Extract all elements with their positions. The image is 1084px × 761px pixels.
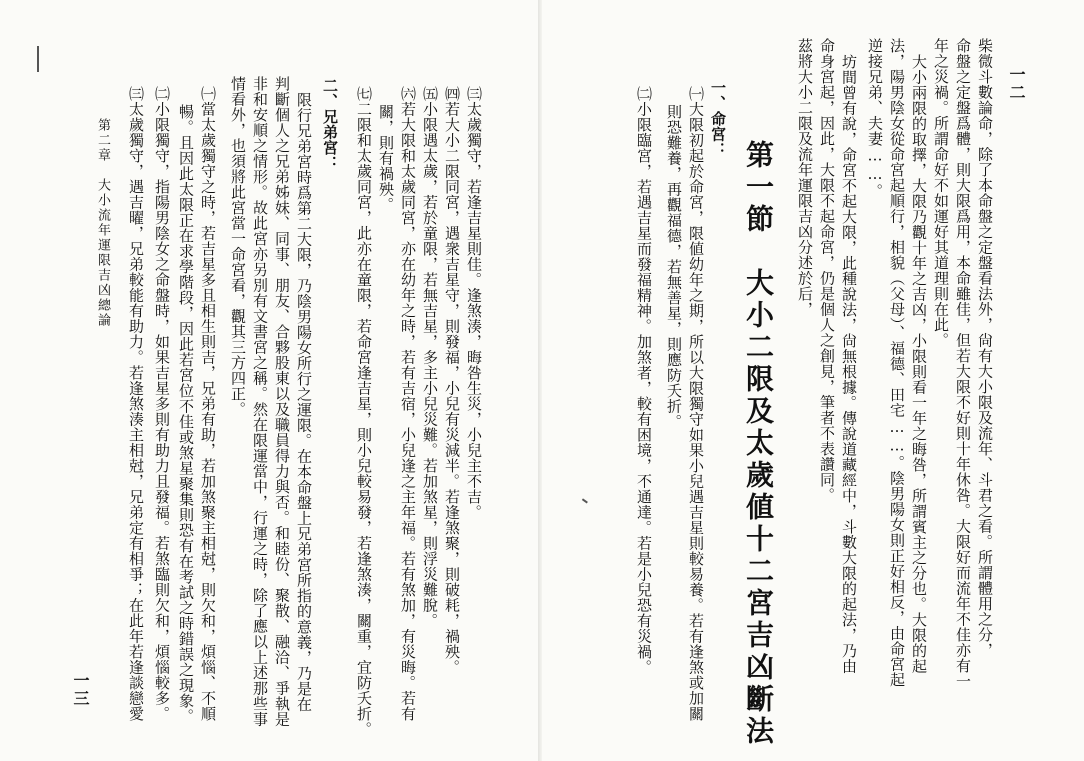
paragraph-line: 坊間曾有說，命宮不起大限，此種說法，尙無根據。傳說道藏經中，斗數大限的起法，乃由 (840, 54, 858, 674)
list-item: ㈦二限和太歲同宮，此亦在童限，若命宮逢吉星，則小兒較易發，若逢煞湊，關重，宜防夭折。 (355, 86, 373, 737)
paragraph-line: 命身宮起，因此，大限不起命宮，仍是個人之創見，筆者不表讚同。 (818, 38, 836, 503)
scan-mark (582, 498, 588, 503)
paragraph-line: 限行兄弟宮時爲第二大限，乃陰男陽女所行之運限。在本命盤上兄弟宮所指的意義，乃是在 (295, 92, 313, 712)
list-item: 則恐難養，再觀福德，若無善星，則應防夭折。 (665, 104, 683, 430)
list-item: ㈢太歲獨守，若逢吉星則佳。逢煞湊，晦咎生災，小兒主不吉。 (465, 86, 483, 520)
list-item: ㈢太歲獨守，遇吉曜，兄弟較能有助力。若逢煞湊主相尅，兄弟定有相爭；在此年若逢談戀愛 (127, 86, 145, 722)
heading: 二、兄弟宮： (321, 78, 339, 171)
paragraph-line: 柴微斗數論命，除了本命盤之定盤看法外，尙有大小限及流年、斗君之看。所謂體用之分， (976, 38, 994, 658)
paragraph-line: 命盤之定盤爲體，則大限爲用，本命雖佳，但若大限不好則十年休咎。大限好而流年不佳亦有一 (954, 38, 972, 689)
right-page (542, 0, 1084, 761)
list-item: ㈡小限獨守，指陽男陰女之命盤時，如果吉星多則有助力且發福。若煞臨則欠和，煩惱較多。 (153, 86, 171, 722)
list-item: ㈡小限臨宮，若遇吉星而發福精神。加煞者，較有困境，不通達。若是小兒恐有災禍。 (635, 86, 653, 675)
list-item: 關，則有禍殃。 (377, 104, 395, 213)
list-item: ㈠當太歲獨守之時，若吉星多且相生則吉，兄弟有助，若加煞聚主相尅，則欠和，煩惱、不順 (199, 86, 217, 722)
paragraph-line: 非和安順之情形。故此宮亦另別有文書宮之稱。然在限運當中，行運之時，除了應以上述那些事 (251, 76, 269, 727)
paragraph-line: 判斷個人之兄弟姊妹、同事、朋友、合夥股東以及職員得力與否。和睦份、聚散、融洽、爭執是 (273, 76, 291, 727)
paragraph-line: 年之災禍。所謂命好不如運好其道理則在此。 (932, 38, 950, 348)
section-title: 第一節 大小二限及太歲値十二宮吉凶斷法 (742, 140, 775, 748)
paragraph-line: 茲將大小二限及流年運限吉凶分述於后， (796, 38, 814, 317)
list-item: ㈣若大小二限同宮，遇衆吉星守，則發福，小兒有災減半。若逢煞聚，則破耗，禍殃。 (443, 86, 461, 675)
heading: 一、命宮： (709, 80, 727, 158)
paragraph-line: 法，陽男陰女從命宮起順行，相貌（父母）、福德、田宅……。陰男陽女則正好相反，由命宮起 (888, 38, 906, 688)
list-item: ㈥若大限和太歲同宮，亦在幼年之時，若有吉宿，小兒逢之主年福。若有煞加，有災晦。若有 (399, 86, 417, 722)
paragraph-line: 大小兩限的取擇，大限乃觀十年之吉凶，小限則看一年之晦咎，所謂賓主之分也。大限的起 (910, 54, 928, 674)
list-item: ㈤小限遇太歲，若於童限，若無吉星，多主小兒災難。若加煞星，則浮災難脫。 (421, 86, 439, 629)
list-item: 暢。且因此太限正在求學階段，因此若宮位不佳或煞星聚集則恐有在考試之時錯誤之現象。 (177, 104, 195, 724)
running-footer: 第二章 大小流年運限吉凶總論 (95, 118, 110, 328)
page-number: 一三 (71, 672, 90, 708)
paragraph-line: 逆接兄弟、夫妻……。 (866, 38, 884, 199)
paragraph-line: 情看外，也須將此宮當一命宮看，觀其三方四正。 (229, 76, 247, 417)
list-item: ㈠大限初起於命宮，限値幼年之期，所以大限獨守如果小兒遇吉星則較易養。若有逢煞或加關 (687, 86, 705, 722)
page-number: 一二 (1007, 66, 1026, 102)
scan-mark (37, 46, 39, 72)
